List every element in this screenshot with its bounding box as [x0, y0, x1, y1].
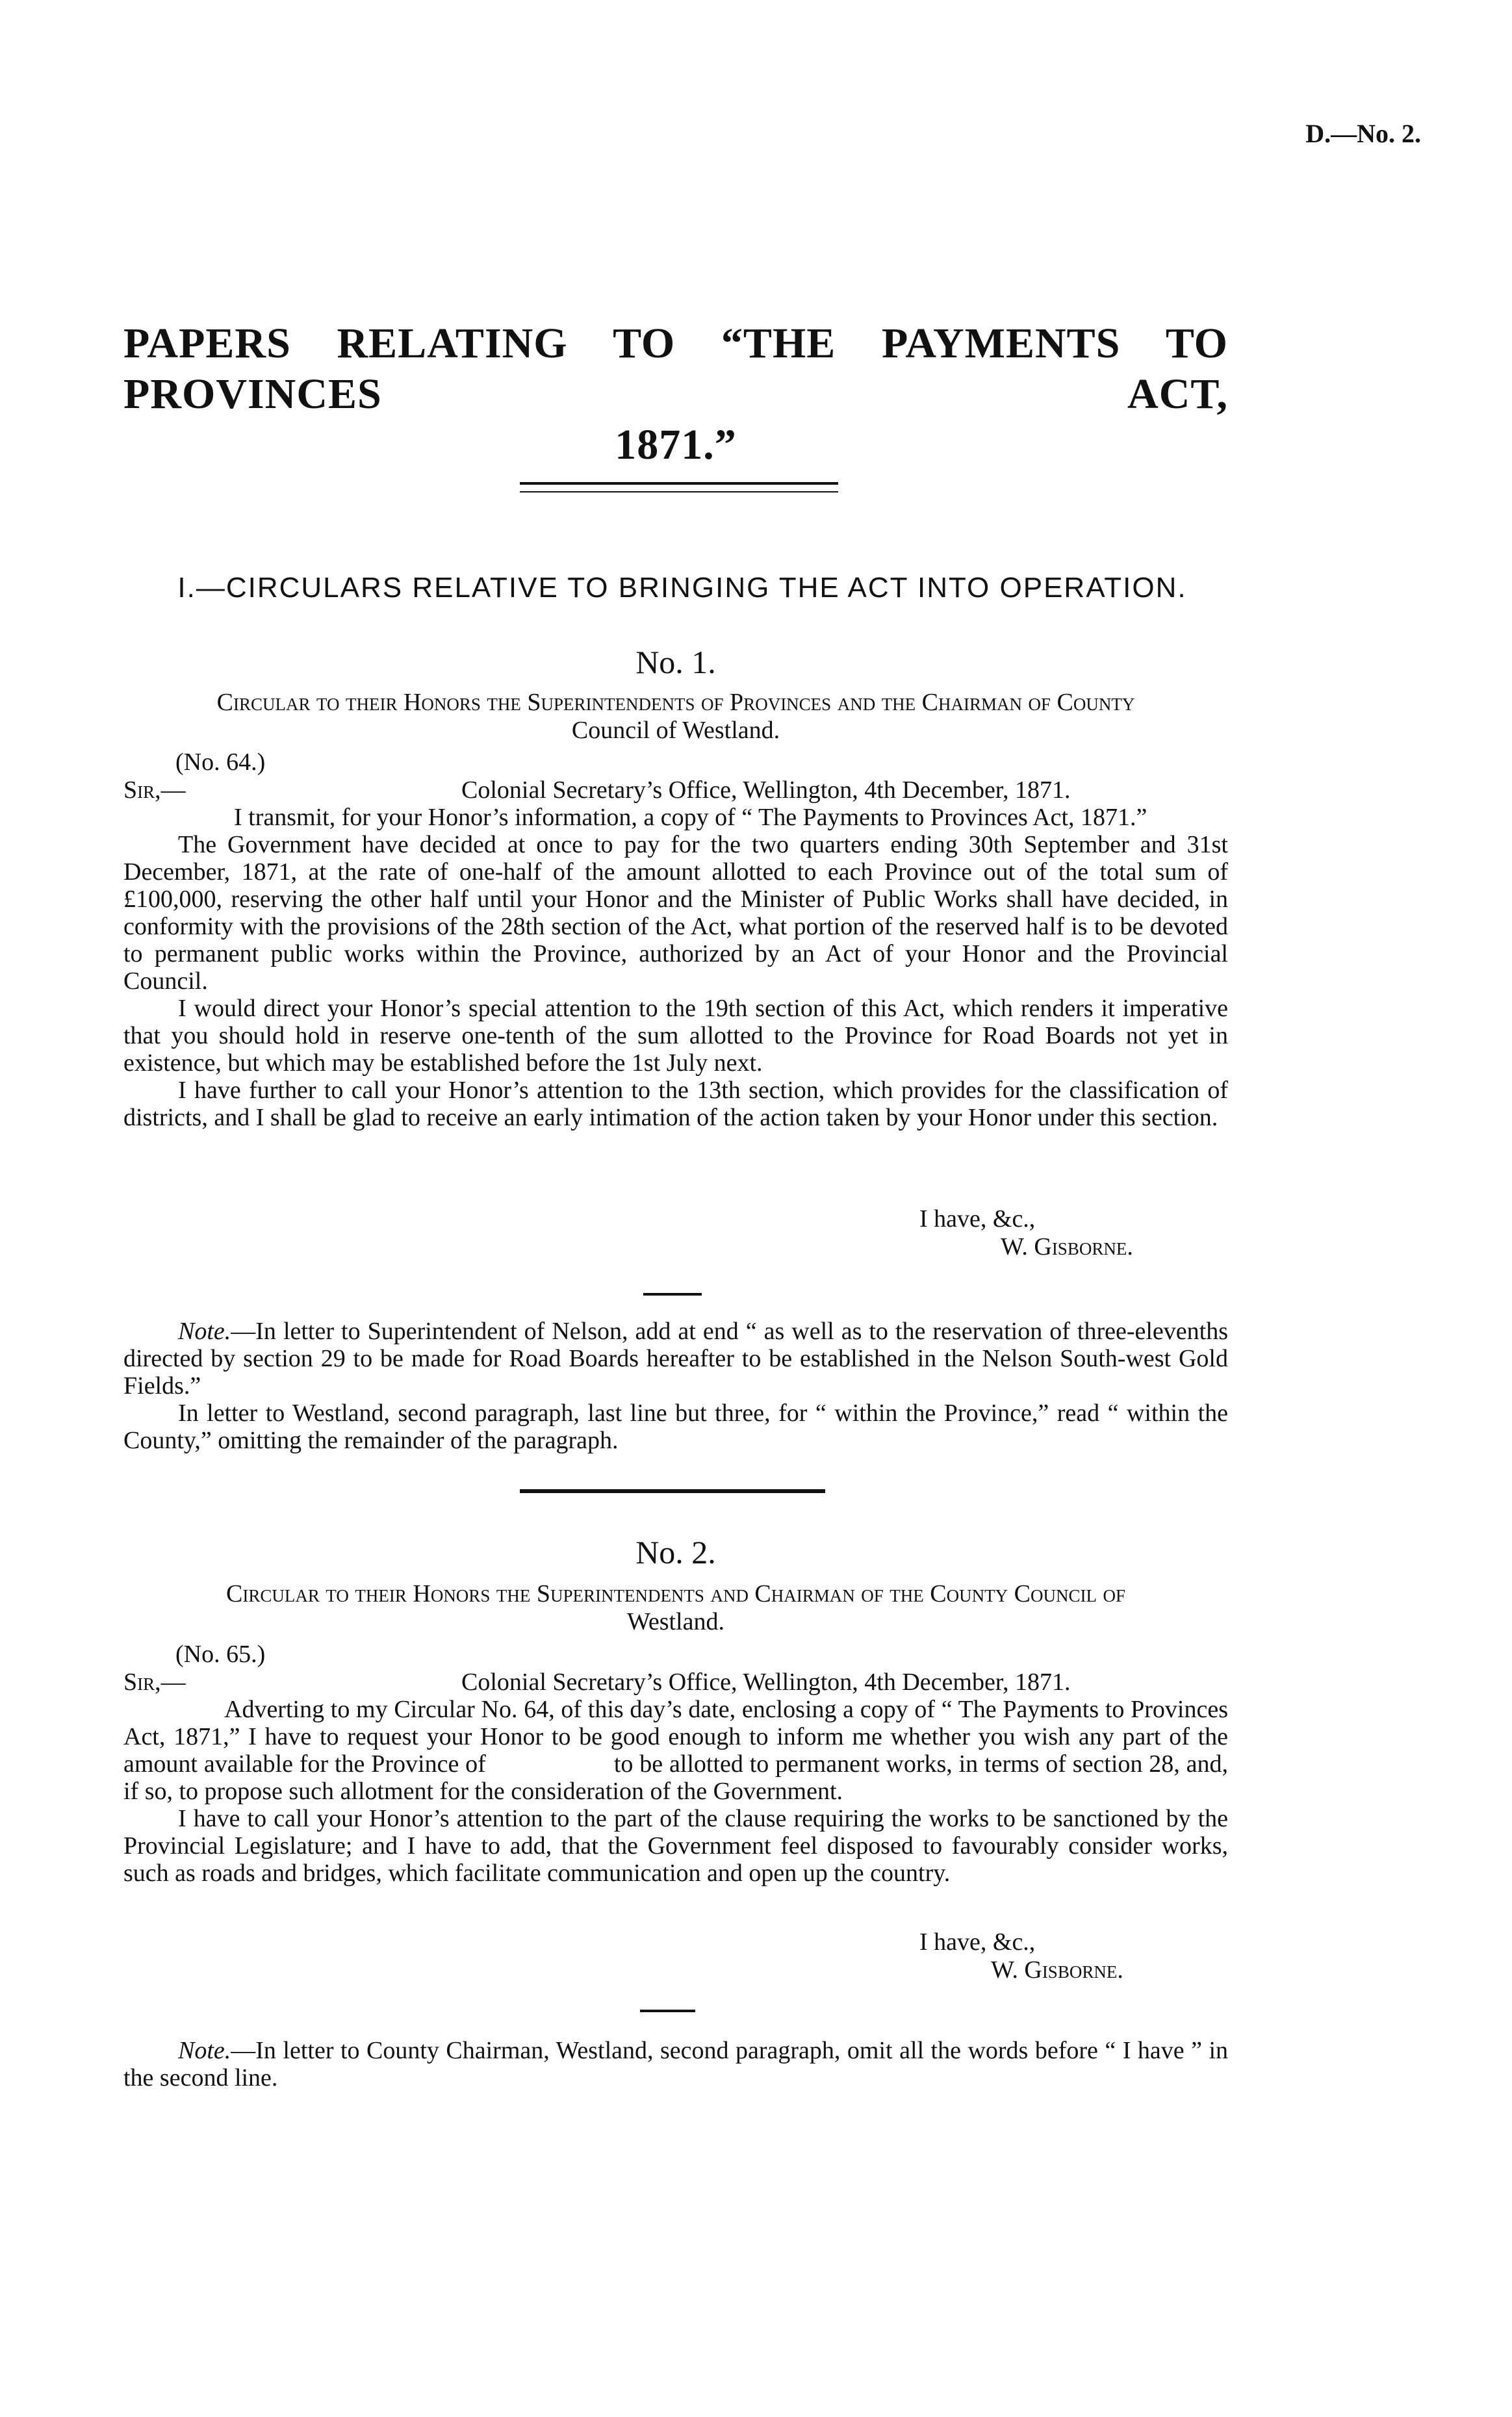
letter-1-salutation: Sir,— [123, 776, 186, 804]
note-1-paragraph-2: In letter to Westland, second paragraph, last line but three, for “ within the Province,” read “ within the County,” omitting the remainder of the paragraph. [123, 1400, 1228, 1454]
note-1-paragraph-1: —In letter to Superintendent of Nelson, add at end “ as well as to the reservation of three-elevenths directed by section 29 to be made for Road Boards hereafter to be established in the Nelson South-west Gold Fields.” [123, 1318, 1228, 1400]
title-rule-top [520, 482, 838, 485]
title-rule-bottom [520, 491, 838, 492]
letter-2-number: No. 2. [635, 1534, 716, 1570]
letter-2-body [123, 1696, 1235, 1887]
letter-1-number: No. 1. [635, 644, 716, 680]
letter-2-separator [640, 2010, 695, 2012]
letter-1-closing: I have, &c., [919, 1205, 1036, 1233]
letter-1-signature: W. Gisborne. [1001, 1233, 1133, 1260]
note-2 [123, 2037, 1228, 2091]
letter-1-paragraph-3: I would direct your Honor’s special attention to the 19th section of this Act, which renders it imperative that you should hold in reserve one-tenth of the sum allotted to the Province for Road Boards not yet in existence, but which may be established before the 1st July next. [123, 995, 1228, 1077]
note-1 [123, 1318, 1228, 1454]
letter-2-paragraph-2: I have to call your Honor’s attention to the part of the clause requiring the works to be sanctioned by the Provincial Legislature; and I have to add, that the Government feel disposed to favourably consider works, such as roads and bridges, which facilitate communication and open up the country. [123, 1805, 1228, 1887]
letter-1-paragraph-1: I transmit, for your Honor’s information, a copy of “ The Payments to Provinces Act, 1871.” [234, 804, 1147, 831]
document-title [123, 318, 1228, 470]
section-separator [520, 1489, 825, 1493]
section-heading: I.—CIRCULARS RELATIVE TO BRINGING THE ACT INTO OPERATION. [177, 572, 1187, 604]
title-line-1: PAPERS RELATING TO “THE PAYMENTS TO PROVINCES ACT, [123, 320, 1228, 418]
letter-2-signature: W. Gisborne. [991, 1956, 1123, 1984]
letter-1-paragraph-4: I have further to call your Honor’s attention to the 13th section, which provides for the classification of districts, and I shall be glad to receive an early intimation of the action taken by your Honor under this section. [123, 1077, 1228, 1131]
letter-2-circular-line-1: Circular to their Honors the Superintendents and Chairman of the County Council of [226, 1580, 1125, 1607]
letter-1-circular-line-2: Council of Westland. [571, 717, 780, 744]
letter-2-salutation: Sir,— [123, 1669, 186, 1696]
letter-1-paragraph-2: The Government have decided at once to pay for the two quarters ending 30th September and 31st December, 1871, at the rate of one-half of the amount allotted to each Province out of the total sum of £100,000, reserving the other half until your Honor and the Minister of Public Works shall have decided, in conformity with the provisions of the 28th section of the Act, what portion of the reserved half is to be devoted to permanent public works within the Province, authorized by an Act of your Honor and the Provincial Council. [123, 831, 1228, 995]
letter-2-circular-line-2: Westland. [627, 1608, 724, 1635]
letter-2-address: Colonial Secretary’s Office, Wellington, 4th December, 1871. [461, 1669, 1071, 1696]
note-1-label: Note. [178, 1318, 231, 1345]
letter-1-ref-no: (No. 64.) [175, 748, 266, 776]
note-2-paragraph-1: —In letter to County Chairman, Westland, second paragraph, omit all the words before “ I have ” in the second line. [123, 2037, 1228, 2091]
letter-1-circular-line-1: Circular to their Honors the Superintendents of Provinces and the Chairman of County [216, 689, 1135, 716]
document-reference: D.—No. 2. [1305, 119, 1421, 148]
letter-1-address: Colonial Secretary’s Office, Wellington, 4th December, 1871. [461, 776, 1071, 804]
note-2-label: Note. [178, 2037, 231, 2064]
title-line-2: 1871.” [615, 421, 737, 468]
letter-2-paragraph-1: Adverting to my Circular No. 64, of this day’s date, enclosing a copy of “ The Payments to Provinces Act, 1871,” I have to request your Honor to be good enough to inform me whether you wish any part of the amount available for the Province of to be allotted to permanent works, in terms of section 28, and, if so, to propose such allotment for the consideration of the Government. [123, 1696, 1235, 1805]
letter-1-separator [643, 1293, 702, 1296]
letter-2-closing: I have, &c., [919, 1928, 1036, 1956]
letter-2-ref-no: (No. 65.) [175, 1641, 266, 1668]
letter-1-body [123, 804, 1228, 1131]
